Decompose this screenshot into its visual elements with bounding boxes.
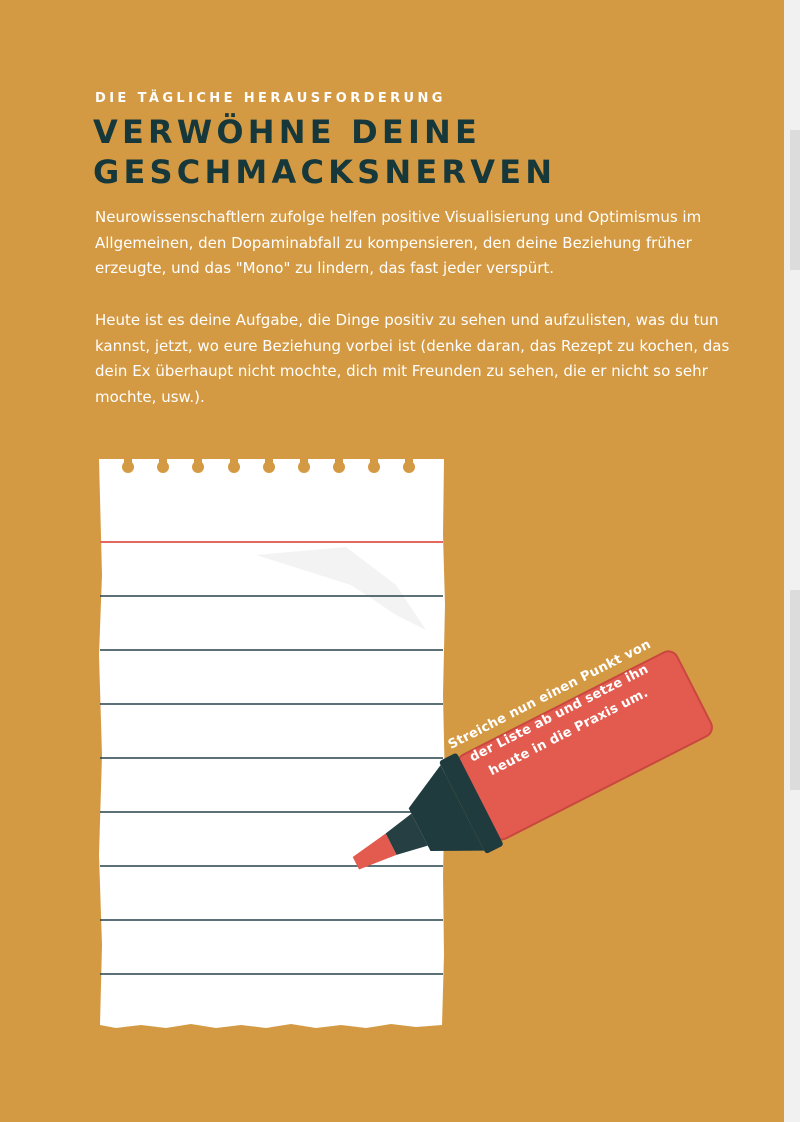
page-title: VERWÖHNE DEINE GESCHMACKSNERVEN: [93, 113, 557, 191]
highlighter-label: Streiche nun einen Punkt von der Liste ab und setze ihn heute in die Praxis um.: [445, 637, 654, 780]
scroll-hint: [790, 130, 800, 270]
page-edge: [784, 0, 800, 1122]
eyebrow-heading: DIE TÄGLICHE HERAUSFORDERUNG: [95, 91, 446, 106]
scroll-hint: [790, 590, 800, 790]
intro-paragraph: Neurowissenschaftlern zufolge helfen positive Visualisierung und Optimismus im Allgemeinen, den Dopaminabfall zu kompensieren, den deine Beziehung früher erzeugte, und das "Mono" zu lindern, das fast jeder verspürt.: [95, 208, 702, 277]
task-paragraph: Heute ist es deine Aufgabe, die Dinge positiv zu sehen und aufzulisten, was du tun kannst, jetzt, wo eure Beziehung vorbei ist (denke daran, das Rezept zu kochen, das dein Ex überhaupt nicht mochte, dich mit Freunden zu sehen, die er nicht so sehr mochte, usw.).: [95, 311, 730, 406]
